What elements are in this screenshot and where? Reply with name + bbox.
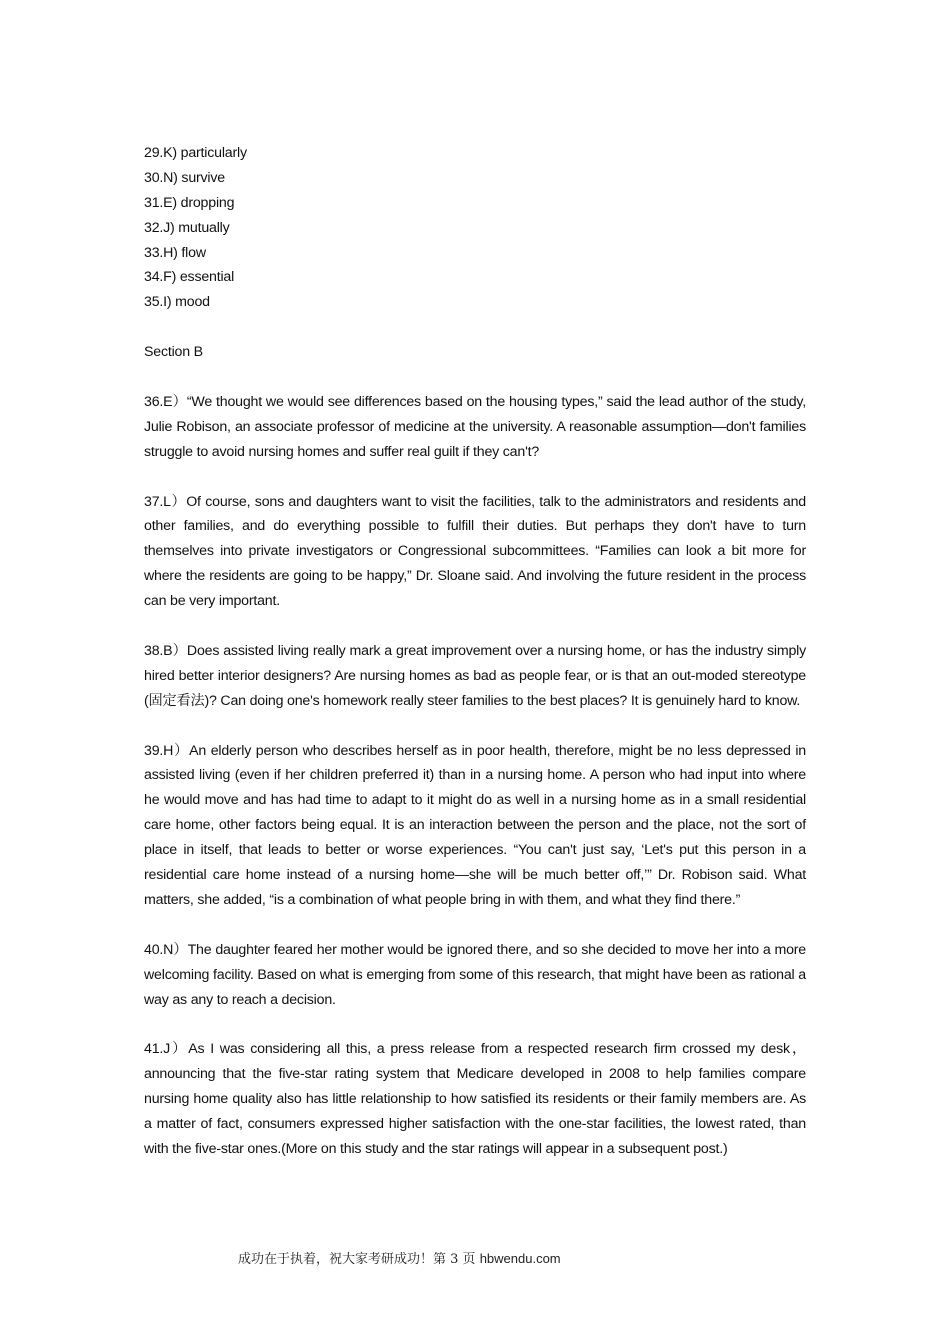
answer-item: 32.J) mutually	[144, 219, 230, 236]
footer-url: hbwendu.com	[479, 1251, 561, 1266]
answer-item: 31.E) dropping	[144, 194, 235, 211]
answer-paragraph-37: 37.L）Of course, sons and daughters want to visit the facilities, talk to the administrators and residents and other families, and do everything possible to fulfill their duties. But perhaps they don't have to turn themselves into private investigators or Congressional subcommittees. “Families can look a bit more for where the residents are going to be happy,” Dr. Sloane said. And involving the future resident in the process can be very important.	[144, 493, 806, 610]
answer-paragraph-41: 41.J）As I was considering all this, a press release from a respected research firm crossed my desk， announcing that the five-star rating system that Medicare developed in 2008 to help families compare nursing home quality also has little relationship to how satisfied its residents or their family members are. As a matter of fact, consumers expressed higher satisfaction with the one-star facilities, the lowest rated, than with the five-star ones.(More on this study and the star ratings will appear in a subsequent post.)	[144, 1041, 806, 1158]
answer-paragraph-38: 38.B）Does assisted living really mark a great improvement over a nursing home, or has the industry simply hired better interior designers? Are nursing homes as bad as people fear, or is that an out-moded stereotype (固定看法)? Can doing one's homework really steer families to the best places? It is genuinely hard to know.	[144, 642, 806, 709]
answer-item: 29.K) particularly	[144, 144, 247, 161]
footer-text: 成功在于执着，祝大家考研成功！第 3 页	[238, 1252, 476, 1267]
answer-paragraph-36: 36.E）“We thought we would see differences based on the housing types,” said the lead author of the study, Julie Robison, an associate professor of medicine at the university. A reasonable assumption—don't families struggle to avoid nursing homes and suffer real guilt if they can't?	[144, 393, 806, 460]
answer-item: 35.I) mood	[144, 294, 210, 311]
answer-item: 34.F) essential	[144, 269, 235, 286]
page-footer	[238, 1248, 561, 1267]
answer-paragraph-40: 40.N）The daughter feared her mother would be ignored there, and so she decided to move her into a more welcoming facility. Based on what is emerging from some of this research, that might have been as rational a way as any to reach a decision.	[144, 941, 806, 1008]
answer-item: 33.H) flow	[144, 244, 206, 261]
document-body	[144, 116, 806, 1187]
answer-item: 30.N) survive	[144, 169, 225, 186]
section-heading: Section B	[144, 344, 203, 361]
answer-paragraph-39: 39.H）An elderly person who describes herself as in poor health, therefore, might be no less depressed in assisted living (even if her children preferred it) than in a nursing home. A person who had input into where he would move and has had time to adapt to it might do as well in a nursing home as in a small residential care home, other factors being equal. It is an interaction between the person and the place, not the sort of place in itself, that leads to better or worse experiences. “You can't just say, ‘Let's put this person in a residential care home instead of a nursing home—she will be much better off,’” Dr. Robison said. What matters, she added, “is a combination of what people bring in with them, and what they find there.”	[144, 742, 806, 908]
